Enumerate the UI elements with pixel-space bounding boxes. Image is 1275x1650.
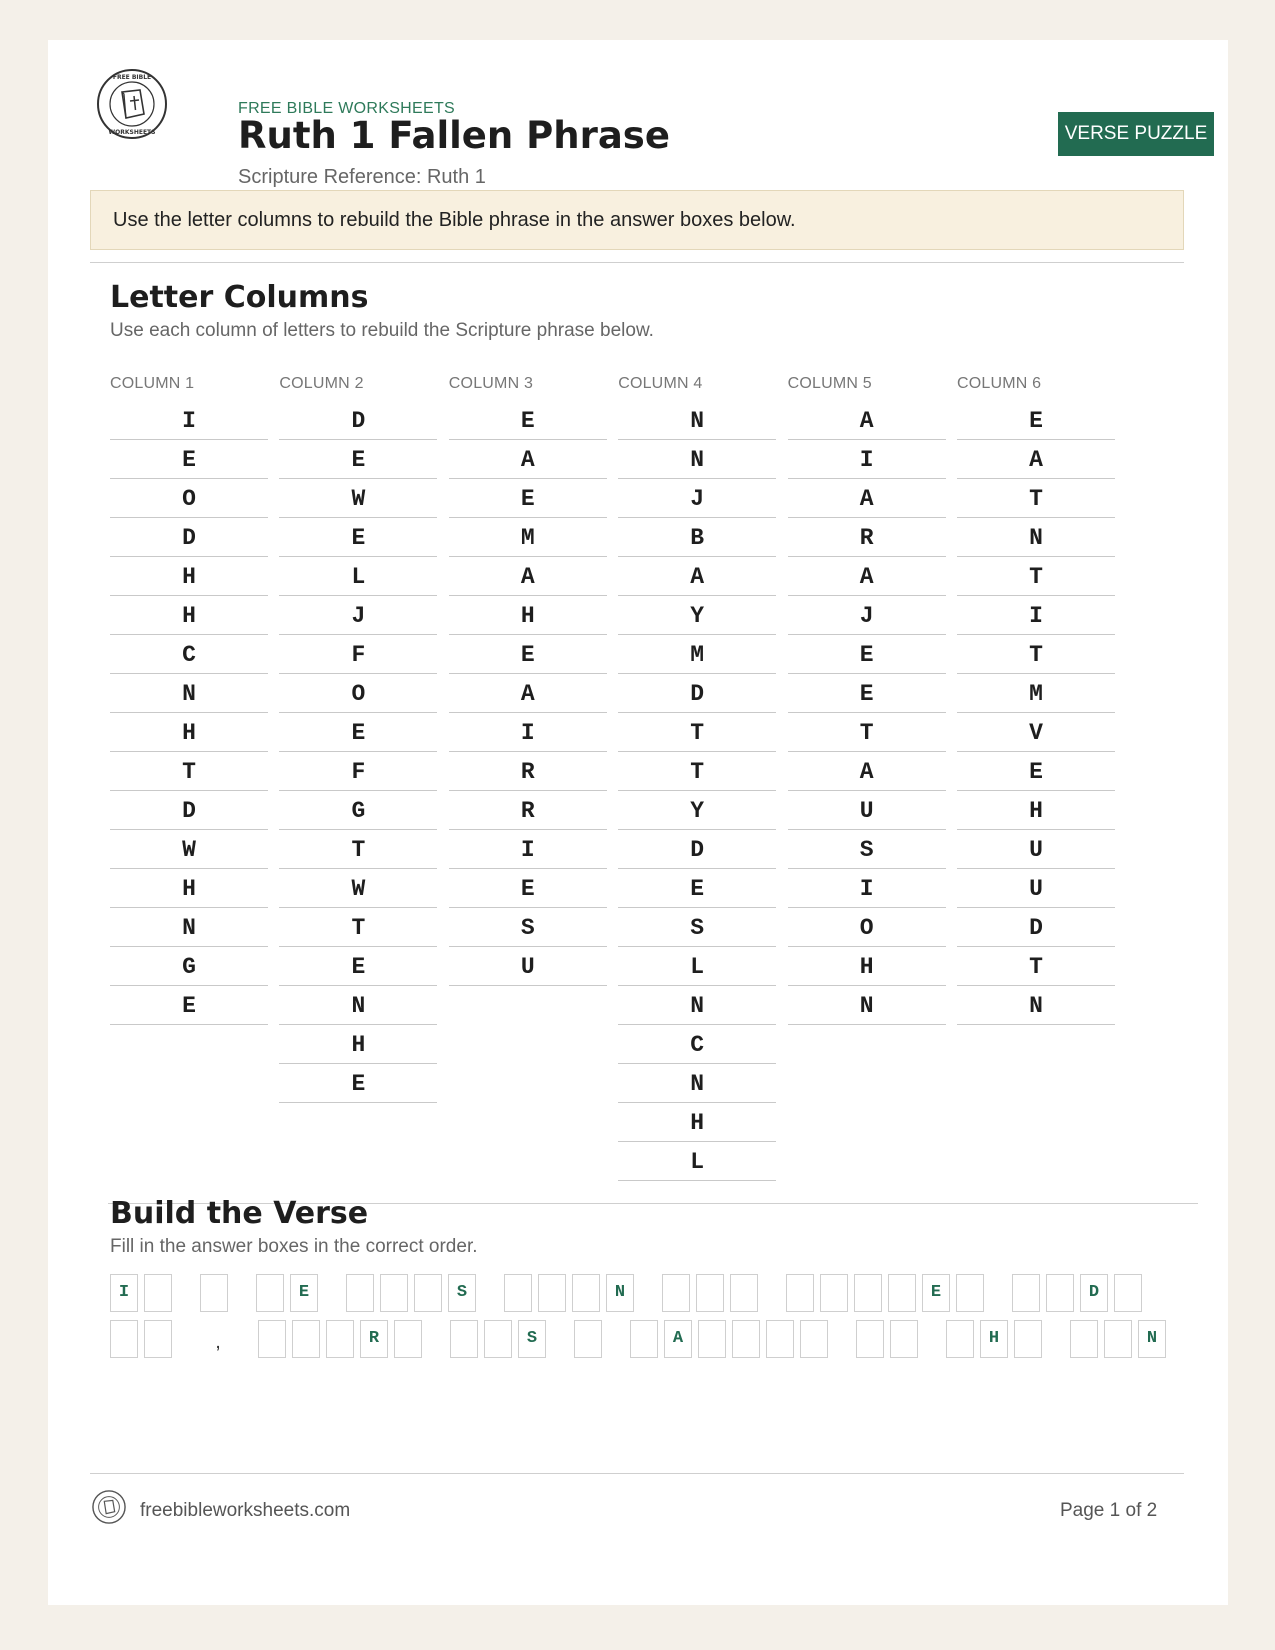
answer-box[interactable] <box>572 1274 600 1312</box>
column-letter: I <box>957 596 1115 635</box>
answer-box[interactable]: D <box>1080 1274 1108 1312</box>
letter-column <box>279 375 437 1103</box>
column-letter: N <box>788 986 946 1025</box>
column-label: COLUMN 1 <box>110 375 195 392</box>
column-letter: B <box>618 518 776 557</box>
column-letter: M <box>449 518 607 557</box>
column-letter: N <box>957 986 1115 1025</box>
answer-box[interactable] <box>786 1274 814 1312</box>
answer-box[interactable]: R <box>360 1320 388 1358</box>
column-letter: E <box>618 869 776 908</box>
letter-column <box>449 375 607 986</box>
answer-box[interactable] <box>856 1320 884 1358</box>
column-letter: S <box>449 908 607 947</box>
column-letter: E <box>279 1064 437 1103</box>
column-letter: E <box>788 635 946 674</box>
column-letter: E <box>957 401 1115 440</box>
column-letter: W <box>110 830 268 869</box>
column-letter: D <box>110 518 268 557</box>
column-letter: T <box>279 908 437 947</box>
column-letter: I <box>110 401 268 440</box>
column-letter: M <box>957 674 1115 713</box>
column-letter: T <box>279 830 437 869</box>
letter-column <box>957 375 1115 1025</box>
column-letter: U <box>788 791 946 830</box>
column-letter: L <box>618 1142 776 1181</box>
column-letter: H <box>110 596 268 635</box>
answer-box[interactable]: N <box>606 1274 634 1312</box>
answer-box[interactable] <box>800 1320 828 1358</box>
answer-box[interactable]: E <box>290 1274 318 1312</box>
column-letter: N <box>957 518 1115 557</box>
column-letter: D <box>279 401 437 440</box>
answer-box[interactable] <box>110 1320 138 1358</box>
answer-box[interactable] <box>662 1274 690 1312</box>
section-divider <box>90 262 1184 263</box>
column-letter: H <box>110 557 268 596</box>
column-letter: H <box>279 1025 437 1064</box>
column-letter: O <box>110 479 268 518</box>
column-letter: E <box>279 947 437 986</box>
answer-box[interactable] <box>450 1320 478 1358</box>
column-letter: H <box>788 947 946 986</box>
column-letter: N <box>618 986 776 1025</box>
answer-box[interactable] <box>380 1274 408 1312</box>
column-label: COLUMN 2 <box>279 375 364 392</box>
column-letter: A <box>618 557 776 596</box>
column-letter: U <box>957 830 1115 869</box>
answer-box[interactable] <box>1104 1320 1132 1358</box>
column-letter: F <box>279 752 437 791</box>
column-letter: N <box>618 1064 776 1103</box>
column-letter: T <box>957 947 1115 986</box>
header <box>96 68 1216 188</box>
column-letter: H <box>957 791 1115 830</box>
column-letter: I <box>449 830 607 869</box>
worksheet-page <box>48 40 1228 1605</box>
answer-box[interactable] <box>504 1274 532 1312</box>
column-letter: S <box>788 830 946 869</box>
column-letter: A <box>788 479 946 518</box>
letter-column <box>788 375 946 1025</box>
column-letter: N <box>110 908 268 947</box>
answer-box[interactable] <box>538 1274 566 1312</box>
column-letter: F <box>279 635 437 674</box>
column-letter: I <box>788 869 946 908</box>
column-letter: N <box>110 674 268 713</box>
bible-book-seal-icon <box>92 1490 126 1524</box>
answer-box[interactable]: N <box>1138 1320 1166 1358</box>
answer-box[interactable]: H <box>980 1320 1008 1358</box>
column-letter: I <box>449 713 607 752</box>
answer-box[interactable] <box>1046 1274 1074 1312</box>
answer-box[interactable] <box>730 1274 758 1312</box>
column-letter: A <box>788 557 946 596</box>
column-letter: R <box>788 518 946 557</box>
column-letter: E <box>279 518 437 557</box>
column-letter: H <box>110 713 268 752</box>
answer-box[interactable] <box>732 1320 760 1358</box>
column-letter: E <box>449 479 607 518</box>
column-label: COLUMN 3 <box>448 375 534 392</box>
column-letter: T <box>957 635 1115 674</box>
answer-box[interactable] <box>394 1320 422 1358</box>
column-letter: V <box>957 713 1115 752</box>
column-letter: E <box>788 674 946 713</box>
column-letter: S <box>618 908 776 947</box>
answer-box[interactable] <box>766 1320 794 1358</box>
answer-box[interactable]: I <box>110 1274 138 1312</box>
column-letter: J <box>279 596 437 635</box>
column-letter: L <box>279 557 437 596</box>
column-letter: H <box>618 1103 776 1142</box>
column-letter: E <box>279 713 437 752</box>
column-letter: A <box>957 440 1115 479</box>
answer-box[interactable] <box>890 1320 918 1358</box>
column-letter: D <box>618 830 776 869</box>
answer-box[interactable]: E <box>922 1274 950 1312</box>
column-letter: Y <box>618 791 776 830</box>
answer-box[interactable] <box>696 1274 724 1312</box>
column-letter: T <box>618 752 776 791</box>
column-letter: O <box>279 674 437 713</box>
column-letter: E <box>110 986 268 1025</box>
letter-columns-subtitle: Use each column of letters to rebuild the Scripture phrase below. <box>110 320 654 341</box>
letter-column <box>110 375 268 1025</box>
punctuation-mark: , <box>215 1331 221 1353</box>
column-letter: T <box>788 713 946 752</box>
verse-puzzle-badge: VERSE PUZZLE <box>1058 112 1214 156</box>
column-letter: J <box>788 596 946 635</box>
column-letter: A <box>449 674 607 713</box>
answer-box[interactable] <box>200 1274 228 1312</box>
column-label: COLUMN 6 <box>957 375 1042 392</box>
column-letter: T <box>957 479 1115 518</box>
instructions-banner: Use the letter columns to rebuild the Bible phrase in the answer boxes below. <box>90 190 1184 250</box>
column-letter: M <box>618 635 776 674</box>
answer-box[interactable] <box>1070 1320 1098 1358</box>
answer-box[interactable] <box>1114 1274 1142 1312</box>
brand-name: FREE BIBLE WORKSHEETS <box>238 100 456 117</box>
column-letter: O <box>788 908 946 947</box>
page-title: Ruth 1 Fallen Phrase <box>238 114 670 157</box>
answer-box[interactable] <box>144 1320 172 1358</box>
footer-site: freebibleworksheets.com <box>140 1500 351 1521</box>
column-letter: W <box>279 479 437 518</box>
column-label: COLUMN 5 <box>787 375 872 392</box>
column-letter: E <box>449 869 607 908</box>
svg-text:FREE BIBLE: FREE BIBLE <box>112 74 152 81</box>
column-letter: J <box>618 479 776 518</box>
column-letter: U <box>957 869 1115 908</box>
column-letter: U <box>449 947 607 986</box>
answer-box[interactable] <box>484 1320 512 1358</box>
build-verse-subtitle: Fill in the answer boxes in the correct order. <box>110 1236 478 1257</box>
column-letter: I <box>788 440 946 479</box>
column-letter: G <box>279 791 437 830</box>
column-letter: A <box>788 752 946 791</box>
column-letter: W <box>279 869 437 908</box>
column-letter: T <box>618 713 776 752</box>
column-letter: E <box>279 440 437 479</box>
column-letter: N <box>618 440 776 479</box>
column-letter: T <box>110 752 268 791</box>
answer-box[interactable]: A <box>664 1320 692 1358</box>
column-letter: L <box>618 947 776 986</box>
column-letter: R <box>449 791 607 830</box>
column-label: COLUMN 4 <box>618 375 703 392</box>
answer-box[interactable] <box>574 1320 602 1358</box>
answer-box[interactable] <box>414 1274 442 1312</box>
answer-box[interactable] <box>1014 1320 1042 1358</box>
column-letter: T <box>957 557 1115 596</box>
column-letter: G <box>110 947 268 986</box>
page-number: Page 1 of 2 <box>1060 1500 1158 1521</box>
answer-box[interactable] <box>326 1320 354 1358</box>
answer-box[interactable] <box>1012 1274 1040 1312</box>
column-letter: N <box>618 401 776 440</box>
letter-columns-title: Letter Columns <box>110 280 369 315</box>
answer-box[interactable] <box>292 1320 320 1358</box>
column-letter: A <box>449 440 607 479</box>
answer-box[interactable] <box>946 1320 974 1358</box>
svg-text:WORKSHEETS: WORKSHEETS <box>108 129 156 136</box>
column-letter: D <box>110 791 268 830</box>
answer-box[interactable] <box>888 1274 916 1312</box>
column-letter: C <box>618 1025 776 1064</box>
column-letter: A <box>788 401 946 440</box>
column-letter: D <box>618 674 776 713</box>
column-letter: E <box>110 440 268 479</box>
answer-box[interactable] <box>258 1320 286 1358</box>
answer-box[interactable] <box>854 1274 882 1312</box>
column-letter: D <box>957 908 1115 947</box>
bible-book-seal-icon <box>96 68 168 140</box>
answer-box[interactable] <box>698 1320 726 1358</box>
scripture-reference: Scripture Reference: Ruth 1 <box>238 166 486 188</box>
column-letter: E <box>957 752 1115 791</box>
answer-box[interactable]: S <box>518 1320 546 1358</box>
answer-box[interactable]: S <box>448 1274 476 1312</box>
answer-box[interactable] <box>256 1274 284 1312</box>
answer-box[interactable] <box>346 1274 374 1312</box>
column-letter: A <box>449 557 607 596</box>
column-letter: Y <box>618 596 776 635</box>
column-letter: N <box>279 986 437 1025</box>
answer-box[interactable] <box>956 1274 984 1312</box>
column-letter: H <box>110 869 268 908</box>
column-letter: H <box>449 596 607 635</box>
answer-box[interactable] <box>144 1274 172 1312</box>
column-letter: R <box>449 752 607 791</box>
answer-box[interactable] <box>630 1320 658 1358</box>
footer-divider <box>90 1473 1184 1474</box>
build-verse-title: Build the Verse <box>110 1196 369 1231</box>
column-letter: E <box>449 635 607 674</box>
answer-box[interactable] <box>820 1274 848 1312</box>
letter-column <box>618 375 776 1181</box>
column-letter: C <box>110 635 268 674</box>
column-letter: E <box>449 401 607 440</box>
